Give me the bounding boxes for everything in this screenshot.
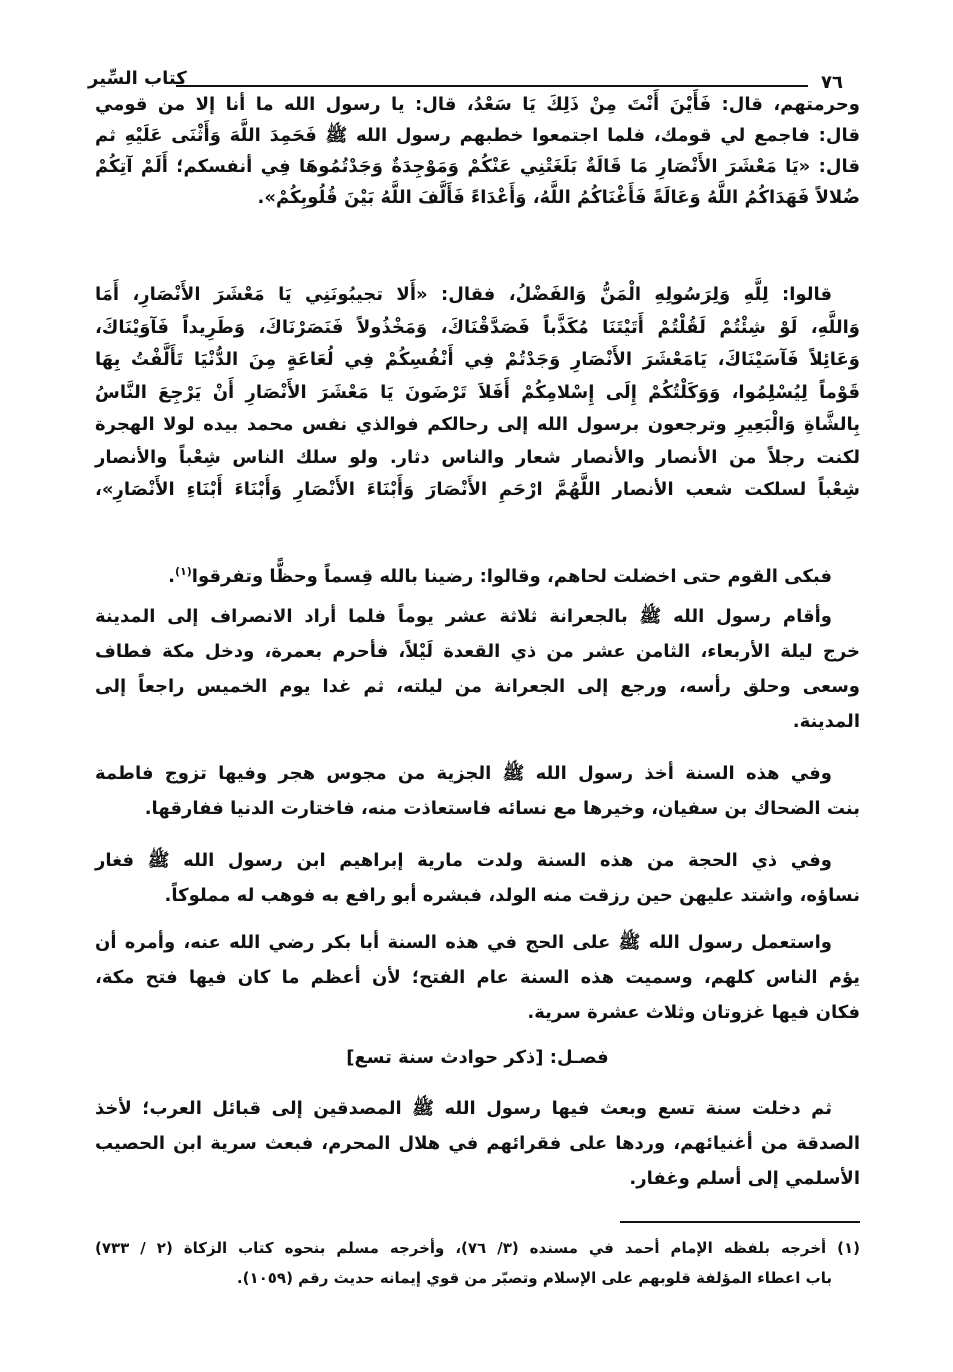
line-text: وَاللَّهِ، لَوْ شِئْتُمْ لَقُلْتُمْ أَتَيْتَنَا مُكَذَّباً فَصَدَّقْنَاكَ، وَمَخْذُولاً فَنَصَرْنَاكَ، وَطَرِيداً فَآوَيْنَاكَ، bbox=[95, 316, 860, 338]
paragraph bbox=[95, 89, 860, 213]
line-text: المدينة. bbox=[792, 711, 860, 732]
line-text: قال: «يَا مَعْشَرَ الأَنْصَارِ مَا قَالَةٌ بَلَغَتْنِي عَنْكُمْ وَمَوْجِدَةٌ وَجَدْتُمُوهَا فِي أنفسكم؛ أَلَمْ آتِكُمْ bbox=[95, 156, 860, 177]
line-text: وَعَائِلاً فَآسَيْنَاكَ، يَامَعْشَرَ الأَنْصَارِ وَجَدْتُمْ فِي أَنْفُسِكُمْ فِي لُعَاعَةٍ مِنَ الدُّنْيَا تَأَلَّفْتُ بِهَا bbox=[95, 349, 860, 370]
line-text: بنت الضحاك بن سفيان، وخيرها مع نسائه فاستعاذت منه، فاختارت الدنيا ففارقها. bbox=[144, 798, 860, 819]
paragraph bbox=[95, 556, 860, 589]
footnote-line: (١) أخرجه بلفظه الإمام أحمد في مسنده (٣/ ٧٦)، وأخرجه مسلم بنحوه كتاب الزكاة (٢ / ٧٣٣) bbox=[95, 1239, 860, 1257]
line-text: وفي هذه السنة أخذ رسول الله ﷺ الجزية من مجوس هجر وفيها تزوج فاطمة bbox=[95, 763, 832, 784]
text-line bbox=[95, 279, 860, 312]
paragraph bbox=[95, 843, 860, 913]
text-line bbox=[95, 344, 860, 377]
line-text: الأسلمي إلى أسلم وغفار. bbox=[629, 1168, 860, 1189]
line-text: ضُلالاً فَهَدَاكُمُ اللَّهُ وَعَالَةً فَأَغْنَاكُمُ اللَّهُ، وَأَعْدَاءً فَأَلَّفَ اللَّهُ بَيْنَ قُلُوبِكُمْ». bbox=[257, 187, 860, 208]
footnote-line: باب اعطاء المؤلفة قلوبهم على الإسلام وتصبّر من قوي إيمانه حديث رقم (١٠٥٩). bbox=[236, 1269, 832, 1287]
line-text: قال: فاجمع لي قومك، فلما اجتمعوا خطبهم رسول الله ﷺ فَحَمِدَ اللَّهَ وَأَثْنَى عَلَيْهِ ثم bbox=[95, 125, 860, 146]
line-text: قَوْماً لِيُسْلِمُوا، وَوَكَلْتُكُمْ إِلَى إِسْلامِكُمْ أَفَلاَ تَرْضَونَ يَا مَعْشَرَ الأَنْصَارِ أَنْ يَرْجِعَ النَّاسُ bbox=[95, 381, 860, 403]
text-line bbox=[95, 442, 860, 475]
line-text: وحرمتهم، قال: فَأَيْنَ أَنْتَ مِنْ ذَلِكَ يَا سَعْدُ، قال: يا رسول الله ما أنا إلا من قومي bbox=[95, 94, 860, 115]
line-text: وأقام رسول الله ﷺ بالجعرانة ثلاثة عشر يوماً فلما أراد الانصراف إلى المدينة bbox=[95, 606, 832, 627]
text-line bbox=[95, 182, 860, 213]
footnote-reference[interactable]: (١) bbox=[175, 565, 192, 578]
line-text: قالوا: لِلَّهِ وَلِرَسُولِهِ الْمَنُّ وَالفَضْلُ، فقال: «أَلا تجيبُونَنِي يَا مَعْشَرَ الأَنْصَارِ، أَمَا bbox=[95, 284, 832, 305]
footnote bbox=[95, 1233, 860, 1293]
line-text: الصدقة من أغنيائهم، وردها على فقرائهم في هلال المحرم، فبعث سرية ابن الحصيب bbox=[95, 1133, 860, 1154]
line-text: خرج ليلة الأربعاء، الثامن عشر من ذي القعدة لَيْلاً، فأحرم بعمرة، ودخل مكة فطاف bbox=[95, 641, 860, 662]
footnote-rule bbox=[620, 1221, 860, 1223]
text-line bbox=[95, 1126, 860, 1161]
line-text: شِعْباً لسلكت شعب الأنصار اللَّهُمَّ ارْحَمِ الأَنْصَارَ وَأَبْنَاءَ الأَنْصَارِ وَأَبْنَاءَ أَبْنَاءِ الأَنْصَارِ»، bbox=[95, 479, 860, 500]
line-text: . bbox=[168, 566, 176, 587]
paragraph bbox=[95, 756, 860, 826]
paragraph bbox=[95, 279, 860, 507]
line-text: ثم دخلت سنة تسع وبعث فيها رسول الله ﷺ المصدقين إلى قبائل العرب؛ لأخذ bbox=[95, 1098, 832, 1119]
text-line bbox=[95, 925, 860, 960]
text-line bbox=[95, 599, 860, 634]
text-line bbox=[95, 120, 860, 151]
line-text: نساؤه، واشتد عليهن حين رزقت منه الولد، فبشره أبو رافع به فوهب له مملوكاً. bbox=[164, 885, 860, 906]
text-line bbox=[95, 791, 860, 826]
text-line bbox=[95, 995, 860, 1030]
line-text: وسعى وحلق رأسه، ورجع إلى الجعرانة من ليلته، ثم غدا يوم الخميس راجعاً إلى bbox=[95, 676, 860, 697]
text-line bbox=[95, 312, 860, 345]
text-line bbox=[95, 1091, 860, 1126]
paragraph bbox=[95, 925, 860, 1030]
text-line bbox=[95, 878, 860, 913]
paragraph bbox=[95, 1091, 860, 1196]
text-line bbox=[95, 756, 860, 791]
line-text: يؤم الناس كلهم، وسميت هذه السنة عام الفتح؛ لأن أعظم ما كان فيها فتح مكة، bbox=[95, 967, 860, 988]
line-text: لكنت رجلاً من الأنصار والأنصار شعار والناس دثار. ولو سلك الناس شِعْباً والأنصار bbox=[95, 446, 860, 468]
line-text: وفي ذي الحجة من هذه السنة ولدت مارية إبراهيم ابن رسول الله ﷺ فغار bbox=[95, 850, 832, 871]
book-title: كتاب السِّير bbox=[88, 68, 187, 89]
text-line bbox=[95, 409, 860, 442]
line-text: فكان فيها غزوتان وثلاث عشرة سرية. bbox=[527, 1002, 860, 1023]
text-line bbox=[95, 704, 860, 739]
text-line bbox=[95, 377, 860, 410]
header-rule bbox=[176, 85, 808, 87]
text-line bbox=[95, 960, 860, 995]
text-line bbox=[95, 556, 860, 589]
line-text: فبكى القوم حتى اخضلت لحاهم، وقالوا: رضينا بالله قِسماً وحظًّا وتفرقوا bbox=[191, 566, 832, 587]
text-line bbox=[95, 634, 860, 669]
text-line bbox=[95, 843, 860, 878]
section-heading: فصـل: [ذكر حوادث سنة تسع] bbox=[346, 1047, 609, 1068]
text-line bbox=[95, 474, 860, 507]
line-text: واستعمل رسول الله ﷺ على الحج في هذه السنة أبا بكر رضي الله عنه، وأمره أن bbox=[95, 932, 832, 953]
page-number: ٧٦ bbox=[821, 72, 843, 93]
line-text: بِالشَّاةِ وَالْبَعِيرِ وترجعون برسول الله إلى رحالكم فوالذي نفس محمد بيده لولا الهجرة bbox=[95, 414, 860, 435]
text-line bbox=[95, 669, 860, 704]
text-line bbox=[95, 151, 860, 182]
text-line bbox=[95, 1161, 860, 1196]
paragraph bbox=[95, 599, 860, 739]
text-line bbox=[95, 89, 860, 120]
